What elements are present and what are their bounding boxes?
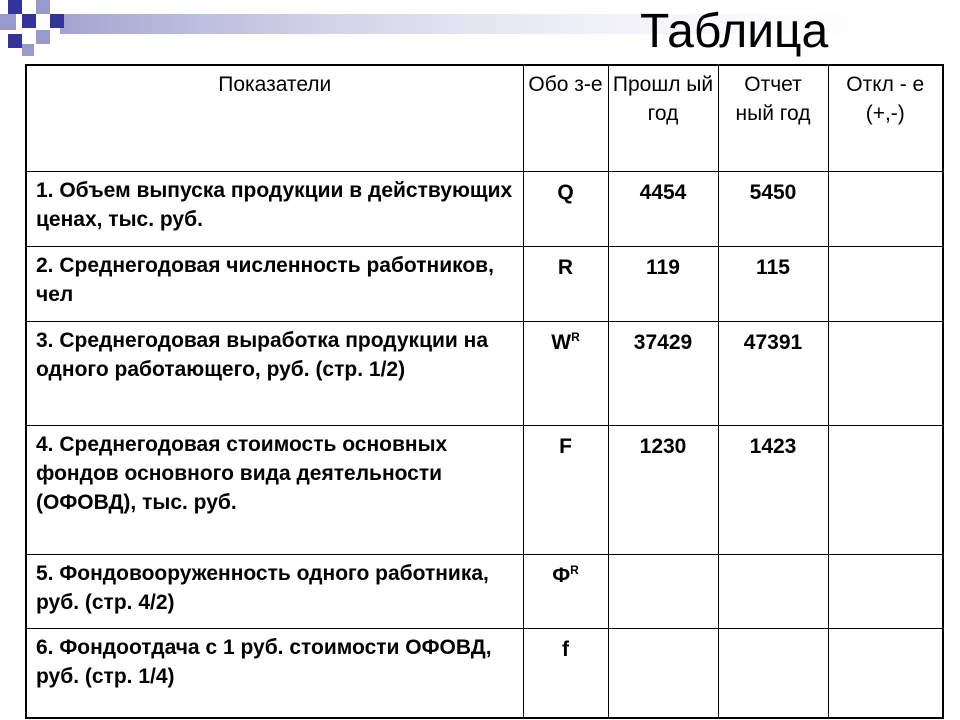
symbol-text: R (557, 255, 574, 279)
table-row (26, 554, 943, 628)
deviation-cell (828, 425, 943, 554)
symbol-cell (523, 425, 608, 554)
indicator-cell: 5. Фондовооруженность одного работника, руб. (стр. 4/2) (26, 554, 523, 628)
symbol-text: f (562, 637, 569, 661)
prev-year-cell (608, 628, 718, 718)
symbol-cell (523, 628, 608, 718)
prev-year-cell: 1230 (608, 425, 718, 554)
report-year-cell: 115 (718, 246, 828, 321)
symbol-cell (523, 246, 608, 321)
deviation-cell (828, 171, 943, 246)
table-row (26, 171, 943, 246)
header-symbol: Обо з-е (523, 65, 608, 171)
deviation-cell (828, 554, 943, 628)
table-row (26, 321, 943, 425)
deviation-cell (828, 321, 943, 425)
table-header-row (26, 65, 943, 171)
indicator-cell: 6. Фондоотдача с 1 руб. стоимости ОФОВД, руб. (стр. 1/4) (26, 628, 523, 718)
indicator-cell: 4. Среднегодовая стоимость основных фондов основного вида деятельности (ОФОВД), тыс. руб. (26, 425, 523, 554)
symbol-superscript: R (571, 329, 580, 344)
table-row (26, 246, 943, 321)
symbol-cell (523, 171, 608, 246)
indicator-cell: 1. Объем выпуска продукции в действующих ценах, тыс. руб. (26, 171, 523, 246)
report-year-cell (718, 628, 828, 718)
deviation-cell (828, 628, 943, 718)
report-year-cell (718, 554, 828, 628)
header-deviation: Откл - е (+,-) (828, 65, 943, 171)
symbol-text: W (551, 330, 572, 354)
symbol-text: F (559, 434, 572, 458)
prev-year-cell: 119 (608, 246, 718, 321)
prev-year-cell: 4454 (608, 171, 718, 246)
header-prev-year: Прошл ый год (608, 65, 718, 171)
table-row (26, 628, 943, 718)
prev-year-cell: 37429 (608, 321, 718, 425)
prev-year-cell (608, 554, 718, 628)
symbol-cell (523, 321, 608, 425)
symbol-cell (523, 554, 608, 628)
report-year-cell: 47391 (718, 321, 828, 425)
indicator-cell: 3. Среднегодовая выработка продукции на одного работающего, руб. (стр. 1/2) (26, 321, 523, 425)
slide-title: Таблица (640, 5, 829, 58)
report-year-cell: 5450 (718, 171, 828, 246)
symbol-superscript: R (570, 562, 579, 577)
table-row (26, 425, 943, 554)
deviation-cell (828, 246, 943, 321)
symbol-text: Q (557, 180, 574, 204)
report-year-cell: 1423 (718, 425, 828, 554)
indicator-cell: 2. Среднегодовая численность работников, чел (26, 246, 523, 321)
header-indicator: Показатели (26, 65, 523, 171)
header-report-year: Отчет ный год (718, 65, 828, 171)
symbol-text: Ф (552, 563, 571, 587)
data-table (25, 64, 944, 719)
